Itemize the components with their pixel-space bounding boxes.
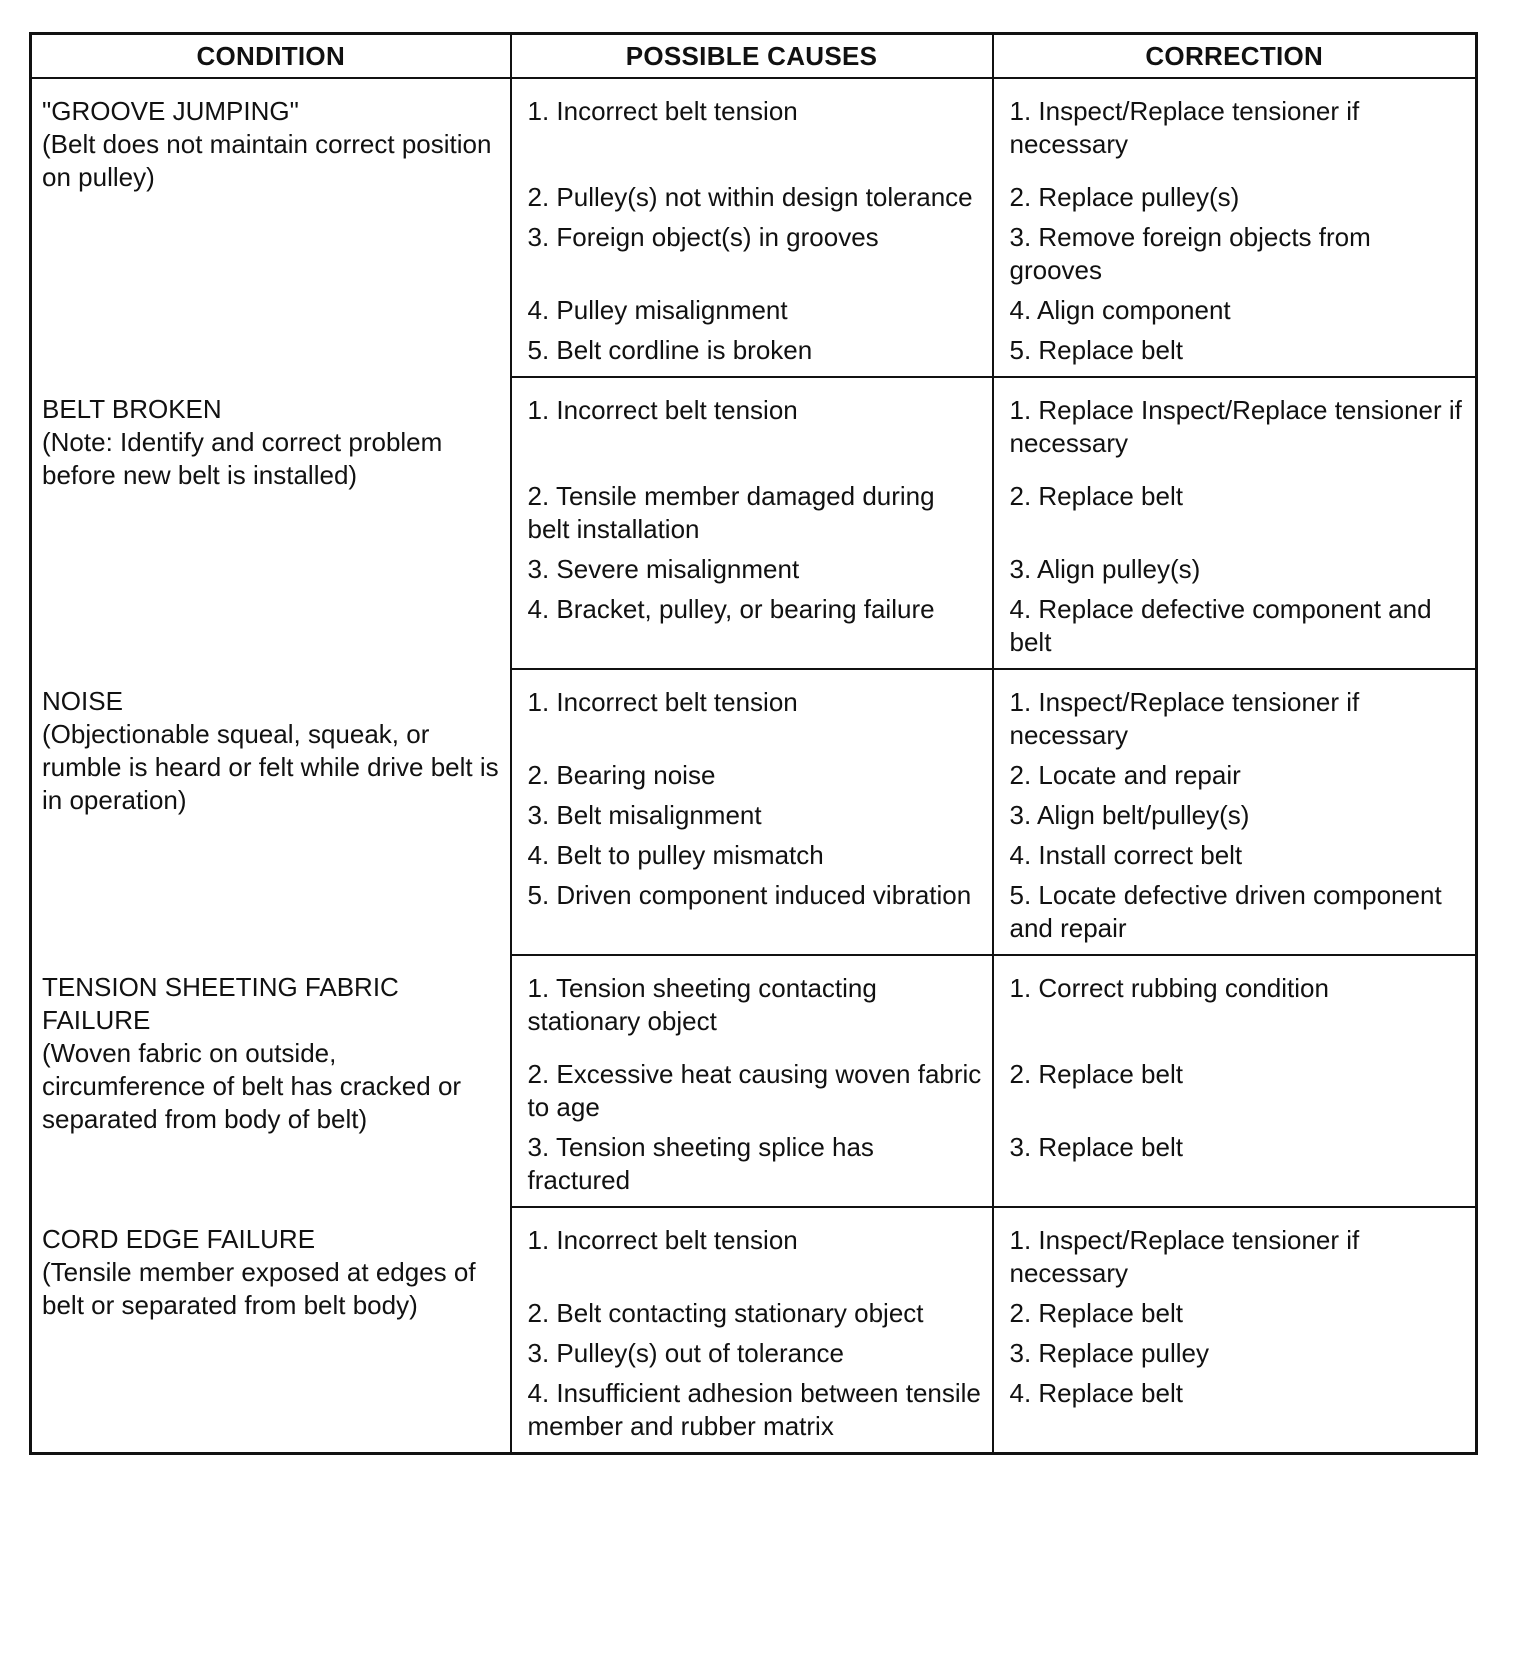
possible-cause-cell: 2. Bearing noise <box>511 759 993 799</box>
correction-cell: 1. Correct rubbing condition <box>993 955 1477 1058</box>
possible-cause-cell: 1. Incorrect belt tension <box>511 669 993 759</box>
correction-cell: 4. Install correct belt <box>993 839 1477 879</box>
condition-title: BELT BROKEN <box>42 394 222 424</box>
condition-title: CORD EDGE FAILURE <box>42 1224 316 1254</box>
condition-cell <box>31 377 511 669</box>
belt-diagnosis-table <box>29 32 1478 1455</box>
possible-cause-cell: 3. Foreign object(s) in grooves <box>511 221 993 294</box>
possible-cause-cell: 3. Severe misalignment <box>511 553 993 593</box>
correction-cell: 3. Align pulley(s) <box>993 553 1477 593</box>
possible-cause-cell: 1. Tension sheeting contacting stationary object <box>511 955 993 1058</box>
correction-cell: 3. Replace belt <box>993 1131 1477 1207</box>
table-body <box>31 78 1477 1454</box>
possible-cause-cell: 2. Tensile member damaged during belt installation <box>511 480 993 553</box>
correction-cell: 3. Replace pulley <box>993 1337 1477 1377</box>
correction-cell: 4. Align component <box>993 294 1477 334</box>
possible-cause-cell: 1. Incorrect belt tension <box>511 377 993 480</box>
correction-cell: 1. Inspect/Replace tensioner if necessary <box>993 669 1477 759</box>
table-row <box>31 669 1477 759</box>
possible-cause-cell: 5. Driven component induced vibration <box>511 879 993 955</box>
correction-cell: 3. Align belt/pulley(s) <box>993 799 1477 839</box>
possible-cause-cell: 1. Incorrect belt tension <box>511 1207 993 1297</box>
correction-cell: 2. Replace belt <box>993 480 1477 553</box>
condition-cell <box>31 669 511 955</box>
possible-cause-cell: 4. Belt to pulley mismatch <box>511 839 993 879</box>
possible-cause-cell: 4. Bracket, pulley, or bearing failure <box>511 593 993 669</box>
condition-description: (Woven fabric on outside, circumference of belt has cracked or separated from body of belt) <box>42 1038 462 1134</box>
condition-description: (Objectionable squeal, squeak, or rumble is heard or felt while drive belt is in operation) <box>42 719 499 815</box>
correction-cell: 1. Inspect/Replace tensioner if necessary <box>993 78 1477 181</box>
condition-cell <box>31 1207 511 1454</box>
condition-description: (Note: Identify and correct problem before new belt is installed) <box>42 427 443 490</box>
condition-cell <box>31 955 511 1207</box>
table-row <box>31 78 1477 181</box>
header-possible-causes: POSSIBLE CAUSES <box>511 34 993 79</box>
possible-cause-cell: 4. Insufficient adhesion between tensile member and rubber matrix <box>511 1377 993 1454</box>
possible-cause-cell: 1. Incorrect belt tension <box>511 78 993 181</box>
header-correction: CORRECTION <box>993 34 1477 79</box>
possible-cause-cell: 2. Pulley(s) not within design tolerance <box>511 181 993 221</box>
possible-cause-cell: 3. Pulley(s) out of tolerance <box>511 1337 993 1377</box>
correction-cell: 2. Replace belt <box>993 1297 1477 1337</box>
correction-cell: 2. Replace belt <box>993 1058 1477 1131</box>
correction-cell: 5. Replace belt <box>993 334 1477 377</box>
table-row <box>31 377 1477 480</box>
correction-cell: 3. Remove foreign objects from grooves <box>993 221 1477 294</box>
correction-cell: 2. Replace pulley(s) <box>993 181 1477 221</box>
possible-cause-cell: 3. Tension sheeting splice has fractured <box>511 1131 993 1207</box>
header-row <box>31 34 1477 79</box>
header-condition: CONDITION <box>31 34 511 79</box>
condition-title: "GROOVE JUMPING" <box>42 96 299 126</box>
correction-cell: 2. Locate and repair <box>993 759 1477 799</box>
condition-cell <box>31 78 511 377</box>
possible-cause-cell: 3. Belt misalignment <box>511 799 993 839</box>
condition-title: NOISE <box>42 686 123 716</box>
correction-cell: 4. Replace defective component and belt <box>993 593 1477 669</box>
correction-cell: 4. Replace belt <box>993 1377 1477 1454</box>
possible-cause-cell: 2. Belt contacting stationary object <box>511 1297 993 1337</box>
condition-description: (Tensile member exposed at edges of belt or separated from belt body) <box>42 1257 476 1320</box>
possible-cause-cell: 4. Pulley misalignment <box>511 294 993 334</box>
correction-cell: 1. Inspect/Replace tensioner if necessary <box>993 1207 1477 1297</box>
table-row <box>31 955 1477 1058</box>
possible-cause-cell: 2. Excessive heat causing woven fabric to age <box>511 1058 993 1131</box>
correction-cell: 5. Locate defective driven component and repair <box>993 879 1477 955</box>
condition-title: TENSION SHEETING FABRIC FAILURE <box>42 972 399 1035</box>
correction-cell: 1. Replace Inspect/Replace tensioner if necessary <box>993 377 1477 480</box>
table-row <box>31 1207 1477 1297</box>
possible-cause-cell: 5. Belt cordline is broken <box>511 334 993 377</box>
condition-description: (Belt does not maintain correct position on pulley) <box>42 129 492 192</box>
